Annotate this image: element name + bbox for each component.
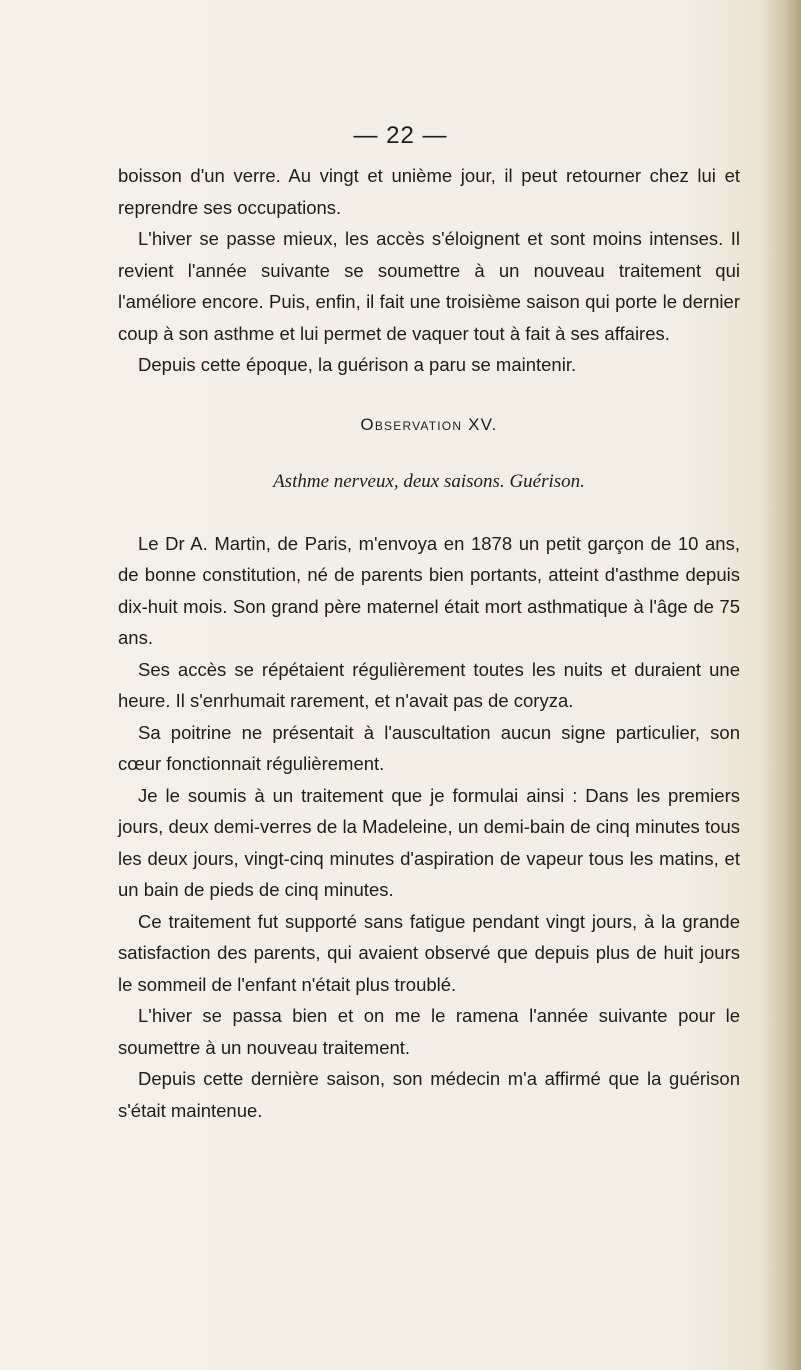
- paragraph: Ce traitement fut supporté sans fatigue pendant vingt jours, à la grande satisfaction des parents, qui avaient observé que depuis plus de huit jours le sommeil de l'enfant n'était plus troublé.: [118, 910, 740, 995]
- paragraph: Ses accès se répétaient régulièrement toutes les nuits et duraient une heure. Il s'enrhumait rarement, et n'avait pas de coryza.: [118, 658, 740, 711]
- observation-title-text: Observation XV.: [360, 414, 498, 434]
- paragraph: Depuis cette dernière saison, son médecin m'a affirmé que la guérison s'était maintenue.: [118, 1068, 740, 1121]
- paragraph: Sa poitrine ne présentait à l'auscultation aucun signe particulier, son cœur fonctionnait régulièrement.: [118, 721, 740, 774]
- paragraph: L'hiver se passa bien et on me le ramena l'année suivante pour le soumettre à un nouveau traitement.: [118, 1005, 740, 1058]
- page-number: — 22 —: [353, 122, 448, 149]
- observation-subtitle: Asthme nerveux, deux saisons. Guérison.: [273, 471, 585, 492]
- paragraph: Depuis cette époque, la guérison a paru se maintenir.: [138, 354, 577, 375]
- observation-title: [118, 409, 740, 441]
- page-edge-stain: [761, 0, 801, 1370]
- paragraph: Je le soumis à un traitement que je formulai ainsi : Dans les premiers jours, deux demi-verres de la Madeleine, un demi-bain de cinq minutes tous les deux jours, vingt-cinq minutes d'aspiration de vapeur tous les matins, et un bain de pieds de cinq minutes.: [118, 784, 740, 900]
- paragraph: Le Dr A. Martin, de Paris, m'envoya en 1878 un petit garçon de 10 ans, de bonne constitution, né de parents bien portants, atteint d'asthme depuis dix-huit mois. Son grand père maternel était mort asthmatique à l'âge de 75 ans.: [118, 532, 740, 648]
- paragraph: boisson d'un verre. Au vingt et unième jour, il peut retourner chez lui et reprendre ses occupations.: [118, 165, 740, 218]
- page-body: [118, 160, 740, 1126]
- paragraph: L'hiver se passe mieux, les accès s'éloignent et sont moins intenses. Il revient l'année suivante se soumettre à un nouveau traitement qui l'améliore encore. Puis, enfin, il fait une troisième saison qui porte le dernier coup à son asthme et lui permet de vaquer tout à fait à ses affaires.: [118, 228, 740, 344]
